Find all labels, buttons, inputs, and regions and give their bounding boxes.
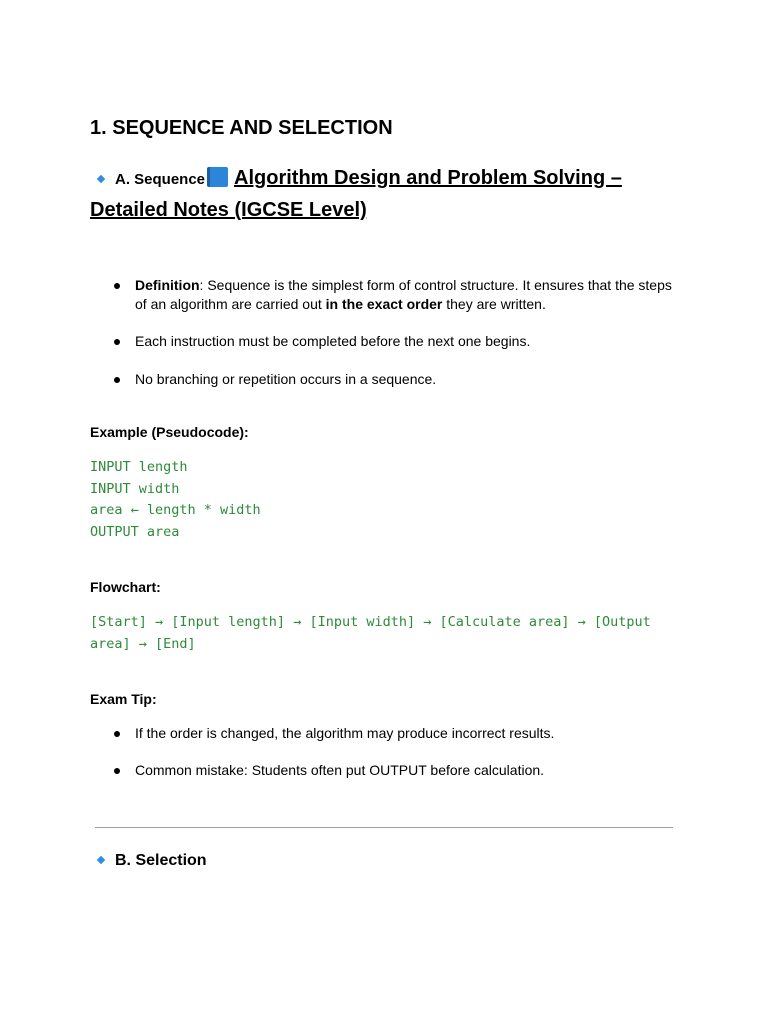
section-a-heading (90, 163, 680, 227)
document-title: Algorithm Design and Problem Solving – Detailed Notes (IGCSE Level) (90, 167, 622, 221)
section-b-heading (90, 852, 207, 870)
list-item-text: No branching or repetition occurs in a sequence. (135, 371, 437, 387)
list-item-text: Each instruction must be completed before the next one begins. (135, 333, 531, 349)
flowchart-label: Flowchart: (90, 579, 161, 595)
list-item (135, 276, 675, 314)
diamond-bullet-icon (97, 856, 105, 864)
code-line: OUTPUT area (90, 523, 180, 540)
bullet-dot-icon (114, 377, 120, 383)
flowchart-text: [Start] → [Input length] → [Input width] → [Calculate area] → [Output area] → [End] (90, 614, 651, 652)
code-line: INPUT length (90, 459, 188, 475)
list-item (135, 724, 675, 743)
definition-text: : Sequence is the simplest form of control structure. It ensures that the steps of an algorithm are carried out (135, 277, 672, 312)
bullet-dot-icon (114, 283, 120, 289)
bullet-dot-icon (114, 731, 120, 737)
diamond-bullet-icon (97, 175, 105, 183)
list-item (135, 370, 675, 389)
definition-text-end: they are written. (442, 296, 546, 312)
code-line: INPUT width (90, 480, 180, 497)
book-icon (207, 167, 228, 187)
section-b-label: B. Selection (115, 852, 207, 869)
list-item-text: If the order is changed, the algorithm may produce incorrect results. (135, 725, 555, 741)
page-heading: 1. SEQUENCE AND SELECTION (90, 117, 393, 139)
emphasis-text: in the exact order (325, 296, 443, 312)
code-line: area ← length * width (90, 502, 261, 518)
list-item (135, 761, 675, 780)
exam-tip-label: Exam Tip: (90, 691, 157, 707)
pseudocode-block (90, 457, 261, 543)
bullet-dot-icon (114, 768, 120, 774)
horizontal-divider (95, 827, 673, 828)
example-label: Example (Pseudocode): (90, 424, 249, 440)
section-a-label: A. Sequence (115, 171, 206, 188)
definition-term: Definition (135, 277, 200, 293)
bullet-dot-icon (114, 339, 120, 345)
list-item (135, 332, 675, 351)
list-item-text: Common mistake: Students often put OUTPUT before calculation. (135, 762, 545, 778)
